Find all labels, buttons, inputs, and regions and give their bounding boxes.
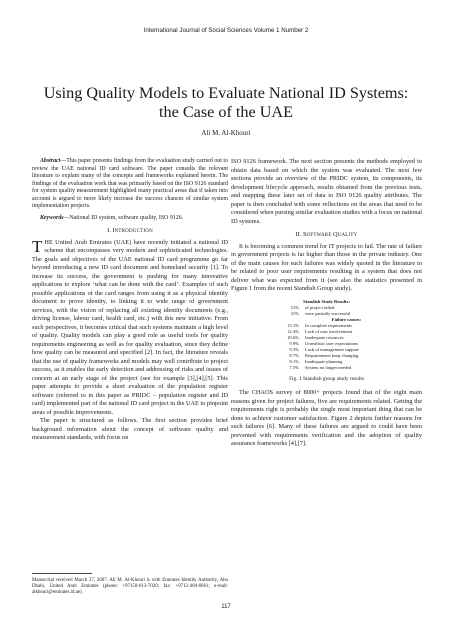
figure-row xyxy=(231,365,422,371)
section-1-paragraph-2: The paper is structured as follows. The first section provides brief background information about the concept of software quality and measurement standards, with focus on xyxy=(32,417,228,441)
keywords-text: —National ID system, software quality, ISO 9126. xyxy=(63,214,184,221)
figure-value: 51% xyxy=(290,304,299,310)
figure-label: Requirements keep changing xyxy=(305,352,359,358)
figure-caption: Fig. 1 Standish group study results xyxy=(289,375,364,382)
figure-value: 8.1% xyxy=(289,358,299,364)
figure-title: Standish Study Results: xyxy=(303,298,350,304)
figure-value: 10.6% xyxy=(287,334,299,340)
figure-label: Lack of user involvement xyxy=(305,328,353,334)
keywords-label: Keywords xyxy=(40,214,64,221)
intro-continued: ISO 9126 framework. The next section presents the methods employed to obtain data based on which the system was evaluated. The next few sections provide an overview of the PRIDC system, its components, its development lifecycle approach, results obtained from the previous tests, and mapping these later set of data to ISO 9126 quality attributes. The paper is then concluded with some reflections on the areas that need to be considered when pursing similar evaluation studies with a focus on national ID systems. xyxy=(231,158,422,225)
keywords xyxy=(32,215,228,223)
section-1-heading: I. INTRODUCTION xyxy=(107,227,153,234)
figure-value: 7.5% xyxy=(289,364,299,370)
figure-label: were partially successful xyxy=(305,310,351,316)
figure-label: of project failed xyxy=(305,304,335,310)
abstract-label: Abstract xyxy=(40,158,61,164)
figure-label: Inadequate planning xyxy=(305,358,343,364)
figure-value: 9.9% xyxy=(289,340,299,346)
section-2-heading: II. SOFTWARE QUALITY xyxy=(295,231,358,238)
footnote: Manuscript received March 27, 2007. Ali M. Al-Khouri is with Emirates Identity Authority, Abu Dhabi, United Arab Emirates (phone: +97150-613-7020; fax: +9712-404-6661; e-mail: alkhouri@emirates.id.ae). xyxy=(32,578,228,596)
section-2-paragraph-1: It is becoming a common trend for IT projects to fail. The rate of failure in government projects is far higher than those in the private industry. One of the main causes for such failures was widely quoted in the literature to be related to poor user requirements resulting in a system that does not deliver what was expected from it (see also the statistics presented in Figure 1 from the recent Standish Group study). xyxy=(231,242,422,292)
figure-subtitle: Failure causes: xyxy=(331,316,362,322)
abstract-text: —This paper presents findings from the evaluation study carried out to review the UAE national ID card software. The paper consults the relevant literature to explain many of the concepts and frameworks explained herein. The findings of the evaluation work that was primarily based on the ISO 9126 standard for system quality measurement highlighted many practical areas that if taken into account is argued to more likely increase the success chances of similar system implementation projects. xyxy=(32,158,228,209)
right-column xyxy=(231,158,422,449)
figure-value: 12.4% xyxy=(287,328,299,334)
figure-1 xyxy=(231,299,422,371)
figure-label: System no longer needed xyxy=(305,364,352,370)
left-column xyxy=(32,158,228,443)
footnote-rule xyxy=(32,573,92,574)
figure-value: 31% xyxy=(290,310,299,316)
figure-label: Inadequate resources xyxy=(305,334,344,340)
figure-label: Unrealistic user expectations xyxy=(305,340,359,346)
figure-value: 9.3% xyxy=(289,346,299,352)
journal-header: International Journal of Social Sciences Volume 1 Number 2 xyxy=(143,27,309,34)
figure-value: 8.7% xyxy=(289,352,299,358)
figure-value: 13.1% xyxy=(287,322,299,328)
figure-label: Lack of management support xyxy=(305,346,359,352)
page-number: 117 xyxy=(221,604,231,610)
author-name: Ali M. Al-Khouri xyxy=(201,129,251,137)
drop-cap: T xyxy=(32,236,43,256)
abstract xyxy=(32,158,228,211)
section-1-paragraph-1: THE United Arab Emirates (UAE) have recently initiated a national ID scheme that encompasses very modern and sophisticated technologies. The goals and objectives of the UAE national ID card programme go far beyond introducing a new ID card document and homeland security [1]. To increase its success, the government is pushing for many innovative applications to explore ‘what can be done with the card’. Examples of such possible applications of the card ranges from using it as a physical identity document to prove identity, to linking it to wide range of government services, with the vision of replacing all existing identity documents (e.g., driving license, labour card, health card, etc.) with this new initiative. From such perspectives, it becomes critical that such systems maintain a high level of quality. Quality models can play a good role as useful tools for quality requirements engineering as well as for quality evaluation, since they define how quality can be measured and specified [2]. In fact, the literature reveals that the use of quality frameworks and models may well contribute to project success, as it enables the early detection and addressing of risks and issues of concern at an early stage of the project (see for example [3],[4],[5]. This paper attempts to provide a short evaluation of the population register software (referred to in this paper as PRIDC – population register and ID card) implemented part of the national ID card project in the UAE to pinpoint areas of possible improvements. xyxy=(32,236,228,416)
figure-label: In complete requirements xyxy=(305,322,352,328)
paper-title: Using Quality Models to Evaluate National ID Systems: the Case of the UAE xyxy=(43,84,409,121)
section-2-paragraph-2: The CHAOS survey of 8000+ projects found that of the eight main reasons given for project failures, five are requirements related. Getting the requirements right is probably the single most important thing that can be done to achieve customer satisfaction. Figure 2 depicts further reasons for such failures [6]. Many of these failures are argued to could have been prevented with requirements verification and the adoption of quality assurance frameworks [4],[7]. xyxy=(231,389,422,447)
